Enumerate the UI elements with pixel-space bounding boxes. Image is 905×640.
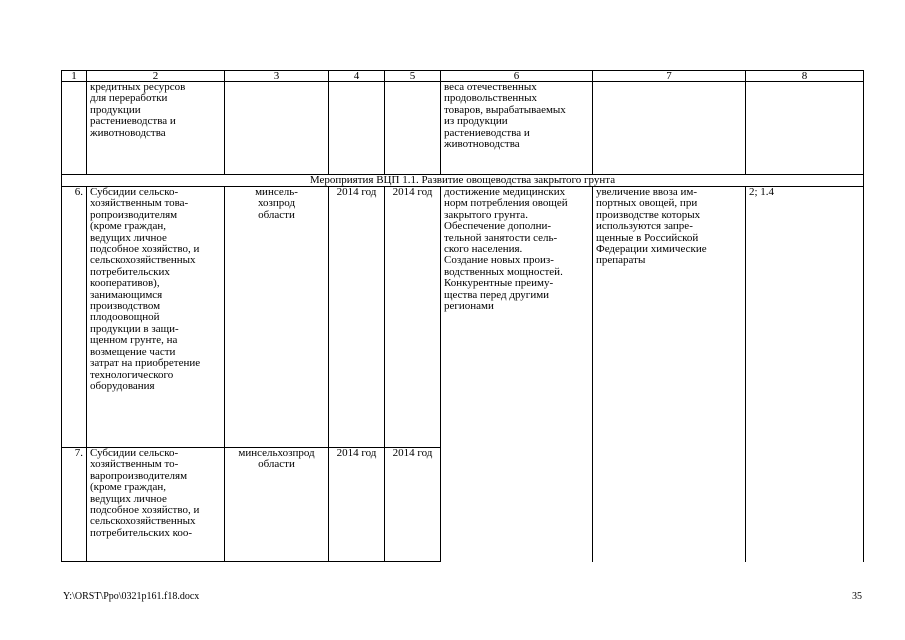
header-row bbox=[62, 71, 864, 82]
cell-empty bbox=[593, 82, 746, 175]
header-cell: 4 bbox=[329, 71, 385, 82]
cell-result: веса отечественных продовольственных товаров, вырабатываемых из продукции растениеводства и животноводства bbox=[441, 82, 593, 175]
cell-empty bbox=[746, 82, 864, 175]
consequence: увеличение ввоза им- портных овощей, при производстве которых используются запре- щенные в Российской Федерации химические препараты bbox=[593, 187, 746, 562]
header-cell: 5 bbox=[385, 71, 441, 82]
cell-empty bbox=[225, 82, 329, 175]
indicator-link: 2; 1.4 bbox=[746, 187, 864, 562]
measure-name: Субсидии сельско- хозяйственным то- варопроизводителям (кроме граждан, ведущих личное подсобное хозяйство, и сельскохозяйственных потребительских коо- bbox=[87, 448, 225, 562]
measure-name: Субсидии сельско- хозяйственным това- ропроизводителям (кроме граждан, ведущих личное подсобное хозяйство, и сельскохозяйственных потребительских кооперативов), занимающимся производством плодоовощной продукции в защи- щенном грунте, на возмещение части затрат на приобретение технологического оборудования bbox=[87, 187, 225, 448]
header-cell: 1 bbox=[62, 71, 87, 82]
header-cell: 8 bbox=[746, 71, 864, 82]
header-cell: 7 bbox=[593, 71, 746, 82]
start-year: 2014 год bbox=[329, 187, 385, 448]
table-row bbox=[62, 187, 864, 448]
header-cell: 2 bbox=[87, 71, 225, 82]
executor: минсель- хозпрод области bbox=[225, 187, 329, 448]
header-cell: 3 bbox=[225, 71, 329, 82]
section-row bbox=[62, 175, 864, 187]
cell-empty bbox=[329, 82, 385, 175]
cell-empty bbox=[385, 82, 441, 175]
row-number: 7. bbox=[62, 448, 87, 562]
measures-table bbox=[61, 70, 864, 562]
executor: минсельхозпрод области bbox=[225, 448, 329, 562]
start-year: 2014 год bbox=[329, 448, 385, 562]
section-title: Мероприятия ВЦП 1.1. Развитие овощеводства закрытого грунта bbox=[62, 175, 864, 187]
header-cell: 6 bbox=[441, 71, 593, 82]
footer-file-path: Y:\ORST\Ppo\0321p161.f18.docx bbox=[63, 591, 200, 602]
expected-result: достижение медицинских норм потребления овощей закрытого грунта. Обеспечение дополни- тельной занятости сель- ского населения. Создание новых произ- водственных мощностей. Конкурентные преиму- щества перед другими регионами bbox=[441, 187, 593, 562]
row-number: 6. bbox=[62, 187, 87, 448]
continuation-row bbox=[62, 82, 864, 175]
end-year: 2014 год bbox=[385, 448, 441, 562]
page-number: 35 bbox=[852, 591, 862, 602]
cell-empty bbox=[62, 82, 87, 175]
cell-name: кредитных ресурсов для переработки продукции растениеводства и животноводства bbox=[87, 82, 225, 175]
end-year: 2014 год bbox=[385, 187, 441, 448]
